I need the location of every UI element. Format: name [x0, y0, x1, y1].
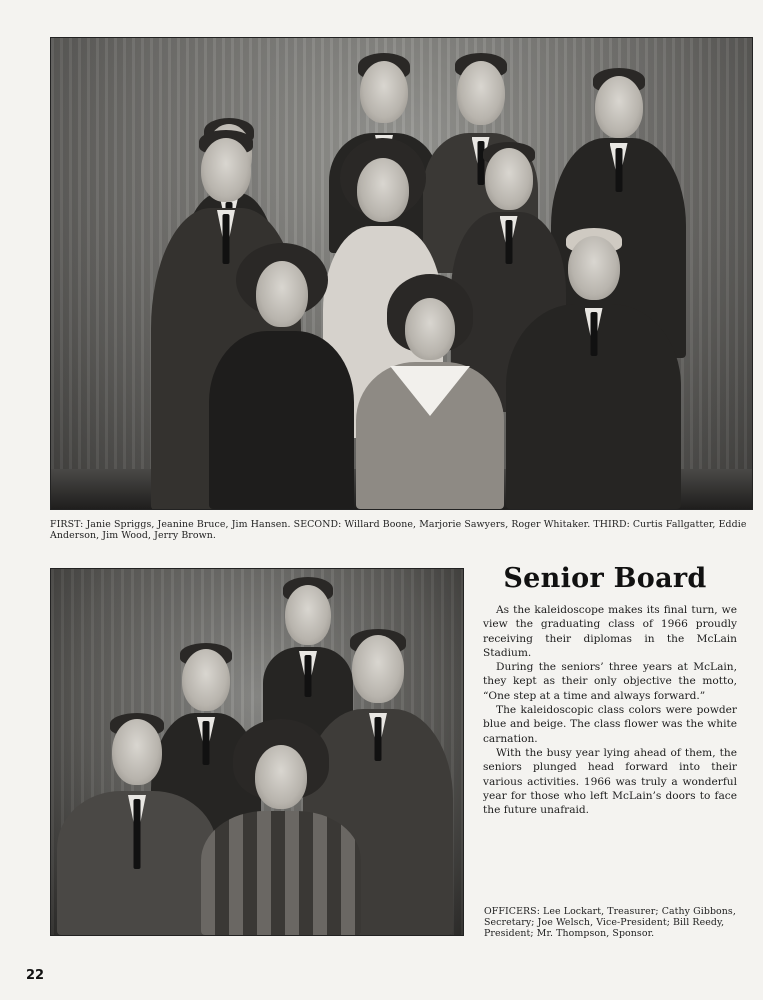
article-paragraph: With the busy year lying ahead of them, the seniors plunged head forward into their various activities. 1966 was truly a wonderful year for those who left McLain’s doors to face the future unafraid.: [483, 746, 737, 817]
officers-caption: OFFICERS: Lee Lockart, Treasurer; Cathy Gibbons, Secretary; Joe Welsch, Vice-President; Bill Reedy, President; Mr. Thompson, Sponsor.: [484, 906, 736, 939]
article-paragraph: As the kaleidoscope makes its final turn, we view the graduating class of 1966 proudly receiving their diplomas in the McLain Stadium.: [483, 604, 737, 659]
article-paragraph: The kaleidoscopic class colors were powder blue and beige. The class flower was the white carnation.: [483, 704, 737, 745]
page-number: 22: [26, 968, 45, 983]
person: [506, 228, 681, 509]
group-photo-senior-board: [50, 37, 753, 510]
article-paragraph: During the seniors’ three years at McLain, they kept as their only objective the motto, “One step at a time and always forward.”: [483, 661, 737, 702]
person: [356, 274, 504, 509]
person: [201, 719, 361, 935]
person: [57, 713, 217, 935]
person: [209, 243, 354, 509]
officers-photo: [50, 568, 464, 936]
article-body: [483, 603, 737, 817]
section-heading: Senior Board: [503, 563, 707, 594]
top-photo-caption: FIRST: Janie Spriggs, Jeanine Bruce, Jim Hansen. SECOND: Willard Boone, Marjorie Sawyers, Roger Whitaker. THIRD: Curtis Fallgatter, Eddie Anderson, Jim Wood, Jerry Brown.: [50, 519, 747, 541]
